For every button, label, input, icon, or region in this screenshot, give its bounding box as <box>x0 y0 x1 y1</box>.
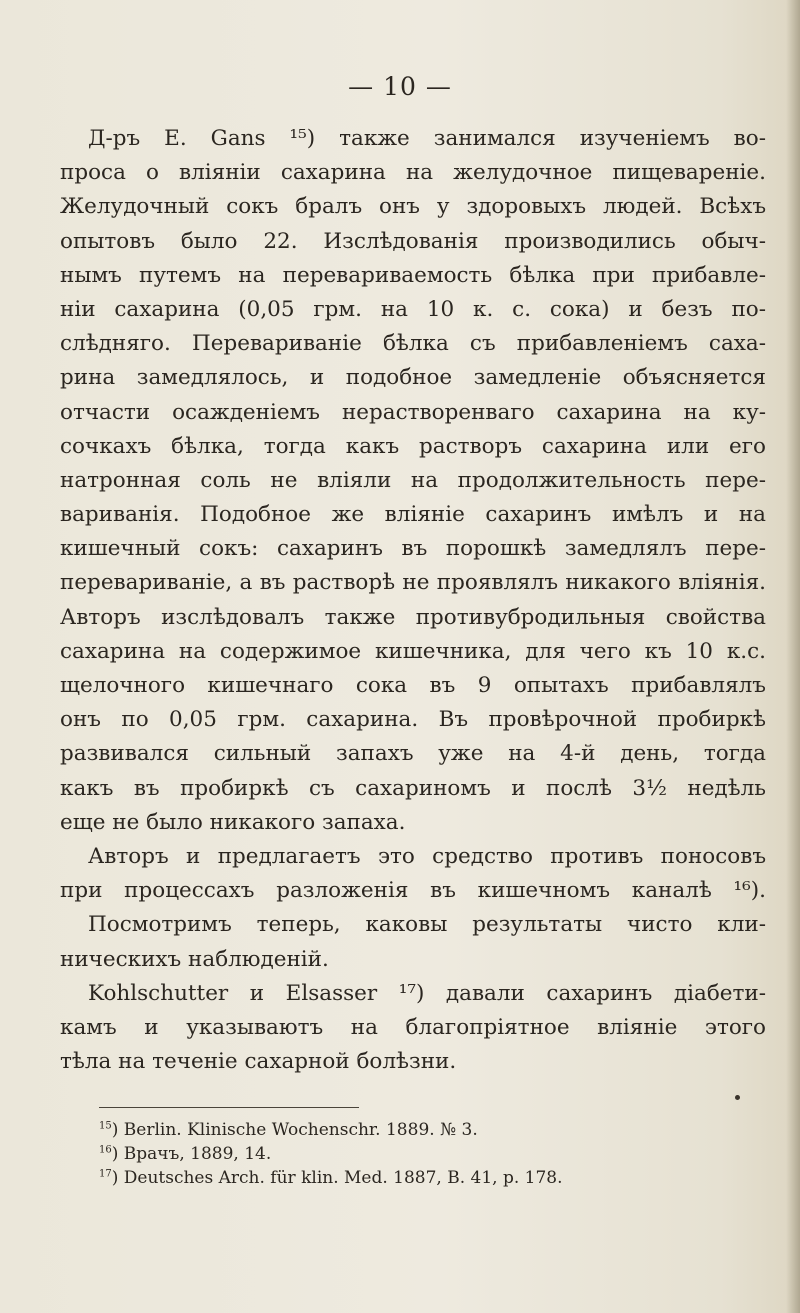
footnote-text: ) Врачъ, 1889, 14. <box>111 1144 272 1164</box>
text-line: опытовъ было 22. Изслѣдованія производились обыч- <box>60 228 766 254</box>
text-line: перевариваніе, а въ растворѣ не проявлялъ никакого вліянія. <box>60 570 766 596</box>
footnote <box>99 1166 739 1190</box>
text-line: натронная соль не вліяли на продолжительность пере- <box>60 467 766 493</box>
page-number: — 10 — <box>348 72 452 101</box>
text-line: рина замедлялось, и подобное замедленіе объясняется <box>60 365 766 391</box>
text-line: какъ въ пробиркѣ съ сахариномъ и послѣ 3½ недѣль <box>60 775 766 801</box>
text-line: проса о вліяніи сахарина на желудочное пищевареніе. <box>60 160 766 186</box>
body-text <box>60 122 766 1079</box>
text-line: сахарина на содержимое кишечника, для чего къ 10 к.с. <box>60 638 766 664</box>
text-line: онъ по 0,05 грм. сахарина. Въ провѣрочной пробиркѣ <box>60 707 766 733</box>
text-line: Желудочный сокъ бралъ онъ у здоровыхъ людей. Всѣхъ <box>60 194 766 220</box>
text-line: еще не было никакого запаха. <box>60 809 406 835</box>
ink-dot <box>735 1095 740 1100</box>
text-line: при процессахъ разложенія въ кишечномъ каналѣ ¹⁶). <box>60 878 766 904</box>
text-line: развивался сильный запахъ уже на 4-й день, тогда <box>60 741 766 767</box>
footnote-mark: 17 <box>99 1168 112 1180</box>
footnote-mark: 15 <box>99 1120 112 1132</box>
footnote-text: ) Berlin. Klinische Wochenschr. 1889. № 3. <box>111 1120 478 1140</box>
text-line: щелочного кишечнаго сока въ 9 опытахъ прибавлялъ <box>60 673 766 698</box>
text-line: тѣла на теченіе сахарной болѣзни. <box>60 1049 457 1075</box>
footnotes <box>99 1118 739 1190</box>
text-line: сочкахъ бѣлка, тогда какъ растворъ сахарина или его <box>60 433 766 459</box>
footnote-text: ) Deutsches Arch. für klin. Med. 1887, B. 41, p. 178. <box>111 1168 563 1188</box>
footnote-mark: 16 <box>99 1144 112 1156</box>
text-line: слѣдняго. Перевариваніе бѣлка съ прибавленіемъ саха- <box>60 331 766 357</box>
footnote <box>99 1142 739 1166</box>
text-line: ническихъ наблюденій. <box>60 946 329 972</box>
text-line: Посмотримъ теперь, каковы результаты чисто кли- <box>88 912 766 938</box>
text-line: Kohlschutter и Elsasser ¹⁷) давали сахаринъ діабети- <box>88 980 766 1006</box>
footnote <box>99 1118 739 1142</box>
text-line: отчасти осажденіемъ нерастворенваго сахарина на ку- <box>60 399 766 425</box>
footnote-rule <box>99 1107 359 1108</box>
text-line: Авторъ изслѣдовалъ также противубродильныя свойства <box>60 604 766 630</box>
text-line: вариванія. Подобное же вліяніе сахаринъ имѣлъ и на <box>60 502 766 528</box>
text-line: кишечный сокъ: сахаринъ въ порошкѣ замедлялъ пере- <box>60 536 766 562</box>
text-line: Д-ръ Е. Gans ¹⁵) также занимался изученіемъ во- <box>88 126 766 151</box>
text-line: нымъ путемъ на перевариваемость бѣлка при прибавле- <box>60 262 766 288</box>
text-line: Авторъ и предлагаетъ это средство противъ поносовъ <box>88 843 766 869</box>
page-edge-shadow <box>786 0 800 1313</box>
text-line: ніи сахарина (0,05 грм. на 10 к. с. сока) и безъ по- <box>60 296 766 322</box>
text-line: камъ и указываютъ на благопріятное вліяніе этого <box>60 1014 766 1040</box>
